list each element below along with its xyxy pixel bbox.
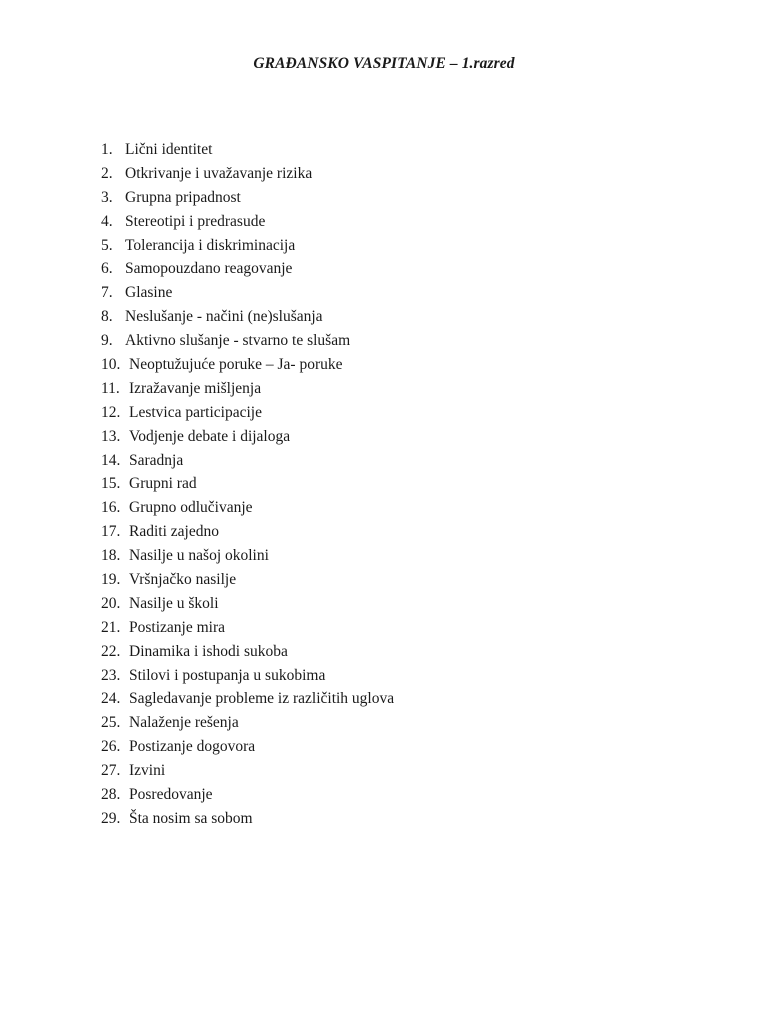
list-item <box>101 687 394 711</box>
list-item-number: 6. <box>101 260 113 278</box>
list-item <box>101 711 394 735</box>
list-item <box>101 377 394 401</box>
list-item-number: 13. <box>101 427 121 445</box>
list-item-number: 15. <box>101 475 121 493</box>
list-item-number: 17. <box>101 523 121 541</box>
list-item-label: Nasilje u našoj okolini <box>129 547 269 565</box>
list-item <box>101 138 394 162</box>
list-item-number: 21. <box>101 618 121 636</box>
list-item <box>101 568 394 592</box>
list-item <box>101 616 394 640</box>
list-item <box>101 257 394 281</box>
list-item-number: 16. <box>101 499 121 517</box>
list-item-label: Vršnjačko nasilje <box>129 571 237 589</box>
list-item-number: 7. <box>101 284 113 302</box>
list-item-number: 26. <box>101 738 121 756</box>
list-item <box>101 186 394 210</box>
list-item-number: 11. <box>101 379 120 397</box>
list-item-number: 29. <box>101 809 121 827</box>
list-item-label: Raditi zajedno <box>129 523 219 541</box>
list-item-label: Stilovi i postupanja u sukobima <box>129 666 326 684</box>
list-item <box>101 807 394 831</box>
list-item <box>101 735 394 759</box>
list-item <box>101 520 394 544</box>
list-item-number: 22. <box>101 642 121 660</box>
list-item-label: Lični identitet <box>125 141 213 158</box>
list-item <box>101 544 394 568</box>
list-item-number: 8. <box>101 308 113 326</box>
list-item-label: Grupno odlučivanje <box>129 499 253 517</box>
list-item-number: 10. <box>101 356 121 374</box>
list-item <box>101 640 394 664</box>
list-item <box>101 210 394 234</box>
list-item-label: Postizanje dogovora <box>129 738 256 756</box>
list-item <box>101 783 394 807</box>
list-item <box>101 425 394 449</box>
list-item-number: 4. <box>101 212 113 230</box>
list-item <box>101 353 394 377</box>
list-item-label: Postizanje mira <box>129 618 225 636</box>
list-item <box>101 162 394 186</box>
page-title: GRAĐANSKO VASPITANJE – 1.razred <box>253 55 515 72</box>
list-item <box>101 281 394 305</box>
list-item-label: Grupni rad <box>129 475 197 493</box>
list-item-label: Neslušanje - načini (ne)slušanja <box>125 308 323 326</box>
list-item-label: Lestvica participacije <box>129 403 262 421</box>
list-item-label: Izvini <box>129 762 166 780</box>
list-item <box>101 592 394 616</box>
list-item-label: Saradnja <box>129 451 184 469</box>
list-item <box>101 664 394 688</box>
list-item-number: 3. <box>101 188 113 206</box>
list-item-label: Šta nosim sa sobom <box>129 809 253 827</box>
list-item-number: 2. <box>101 164 113 182</box>
list-item-label: Izražavanje mišljenja <box>129 379 262 397</box>
list-item-number: 18. <box>101 547 121 565</box>
list-item-label: Posredovanje <box>129 786 213 804</box>
list-item-number: 14. <box>101 451 121 469</box>
topic-list <box>101 138 394 831</box>
list-item-label: Dinamika i ishodi sukoba <box>129 642 288 660</box>
list-item-number: 12. <box>101 403 121 421</box>
list-item-number: 5. <box>101 236 113 254</box>
list-item-label: Tolerancija i diskriminacija <box>125 236 296 254</box>
list-item-number: 25. <box>101 714 121 732</box>
list-item-label: Sagledavanje probleme iz različitih uglova <box>129 690 395 708</box>
list-item-label: Aktivno slušanje - stvarno te slušam <box>125 332 351 350</box>
list-item-number: 9. <box>101 332 113 350</box>
list-item-label: Otkrivanje i uvažavanje rizika <box>125 164 313 182</box>
list-item-label: Vodjenje debate i dijaloga <box>129 427 291 445</box>
list-item-label: Samopouzdano reagovanje <box>125 260 293 278</box>
list-item-label: Neoptužujuće poruke – Ja- poruke <box>129 356 343 374</box>
list-item-number: 1. <box>101 141 113 158</box>
list-item <box>101 496 394 520</box>
list-item <box>101 234 394 258</box>
list-item <box>101 401 394 425</box>
list-item-label: Grupna pripadnost <box>125 188 241 206</box>
list-item <box>101 759 394 783</box>
list-item-label: Stereotipi i predrasude <box>125 212 266 230</box>
list-item-number: 24. <box>101 690 121 708</box>
list-item <box>101 472 394 496</box>
list-item-number: 28. <box>101 786 121 804</box>
list-item-number: 19. <box>101 571 121 589</box>
list-item-label: Nalaženje rešenja <box>129 714 239 732</box>
list-item <box>101 329 394 353</box>
list-item <box>101 449 394 473</box>
list-item-number: 23. <box>101 666 121 684</box>
list-item <box>101 305 394 329</box>
list-item-label: Glasine <box>125 284 173 302</box>
list-item-label: Nasilje u školi <box>129 594 219 612</box>
list-item-number: 20. <box>101 594 121 612</box>
list-item-number: 27. <box>101 762 121 780</box>
